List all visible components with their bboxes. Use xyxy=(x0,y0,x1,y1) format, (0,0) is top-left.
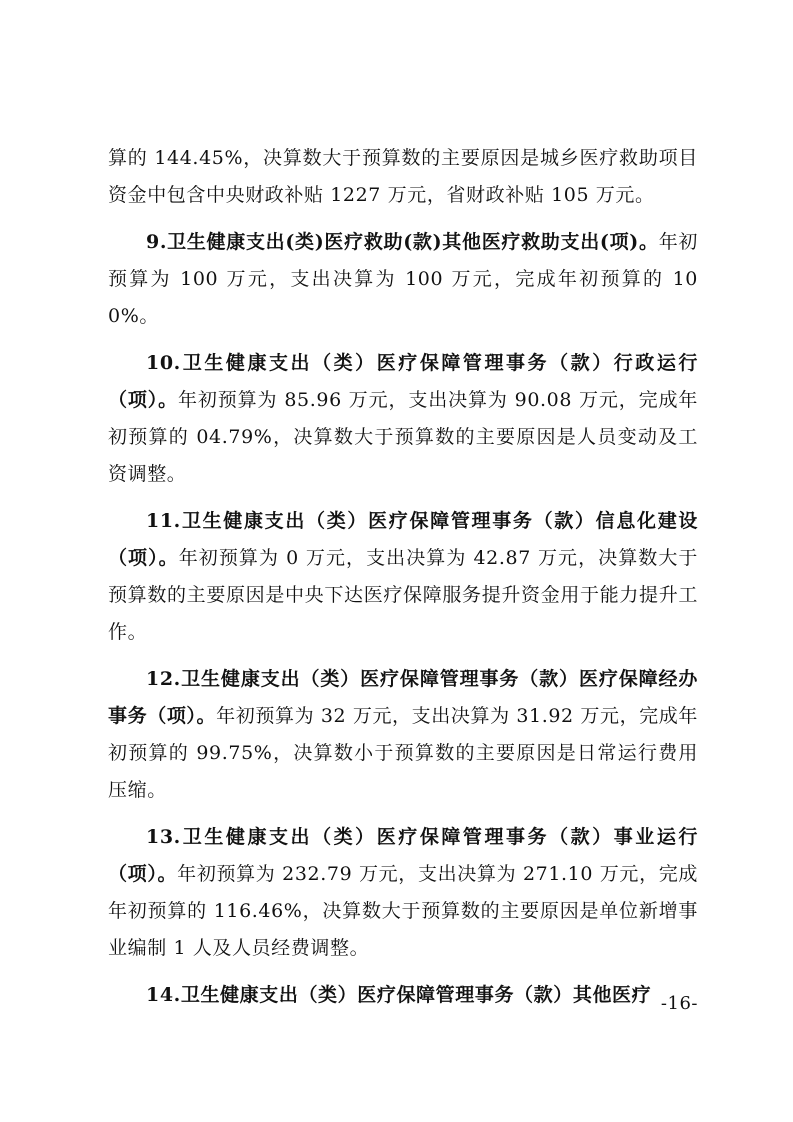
paragraph-item-10 xyxy=(108,345,698,493)
paragraph-text: 年初预算为 32 万元，支出决算为 31.92 万元，完成年初预算的 99.75%，决算数小于预算数的主要原因是日常运行费用压缩。 xyxy=(108,705,698,801)
page-number: -16- xyxy=(660,993,698,1014)
paragraph-item-12 xyxy=(108,661,698,809)
paragraph-text: 年初预算为 232.79 万元，支出决算为 271.10 万元，完成年初预算的 116.46%，决算数大于预算数的主要原因是单位新增事业编制 1 人及人员经费调整。 xyxy=(108,863,698,959)
paragraph-text: 年初预算为 85.96 万元，支出决算为 90.08 万元，完成年初预算的 04.79%，决算数大于预算数的主要原因是人员变动及工资调整。 xyxy=(108,389,698,485)
paragraph-item-11 xyxy=(108,503,698,651)
paragraph-item-9 xyxy=(108,224,698,335)
paragraph-item-14 xyxy=(108,977,698,1014)
paragraph-heading: 13.卫生健康支出（类）医疗保障管理事务（款）事业运行（项）。 xyxy=(108,826,698,885)
paragraph-heading: 12.卫生健康支出（类）医疗保障管理事务（款）医疗保障经办事务（项）。 xyxy=(108,668,698,727)
paragraph-text: 算的 144.45%，决算数大于预算数的主要原因是城乡医疗救助项目资金中包含中央财政补贴 1227 万元，省财政补贴 105 万元。 xyxy=(108,147,698,206)
paragraph-heading: 10.卫生健康支出（类）医疗保障管理事务（款）行政运行（项）。 xyxy=(108,352,698,411)
paragraph-heading: 9.卫生健康支出(类)医疗救助(款)其他医疗救助支出(项)。 xyxy=(146,231,659,253)
paragraph-item-13 xyxy=(108,819,698,967)
paragraph-continuation xyxy=(108,140,698,214)
paragraph-heading: 14.卫生健康支出（类）医疗保障管理事务（款）其他医疗 xyxy=(146,984,652,1006)
document-body xyxy=(108,140,698,1024)
paragraph-text: 年初预算为 0 万元，支出决算为 42.87 万元，决算数大于预算数的主要原因是中央下达医疗保障服务提升资金用于能力提升工作。 xyxy=(108,547,698,643)
paragraph-heading: 11.卫生健康支出（类）医疗保障管理事务（款）信息化建设（项）。 xyxy=(108,510,698,569)
paragraph-text: 年初预算为 100 万元，支出决算为 100 万元，完成年初预算的 100%。 xyxy=(108,231,699,327)
